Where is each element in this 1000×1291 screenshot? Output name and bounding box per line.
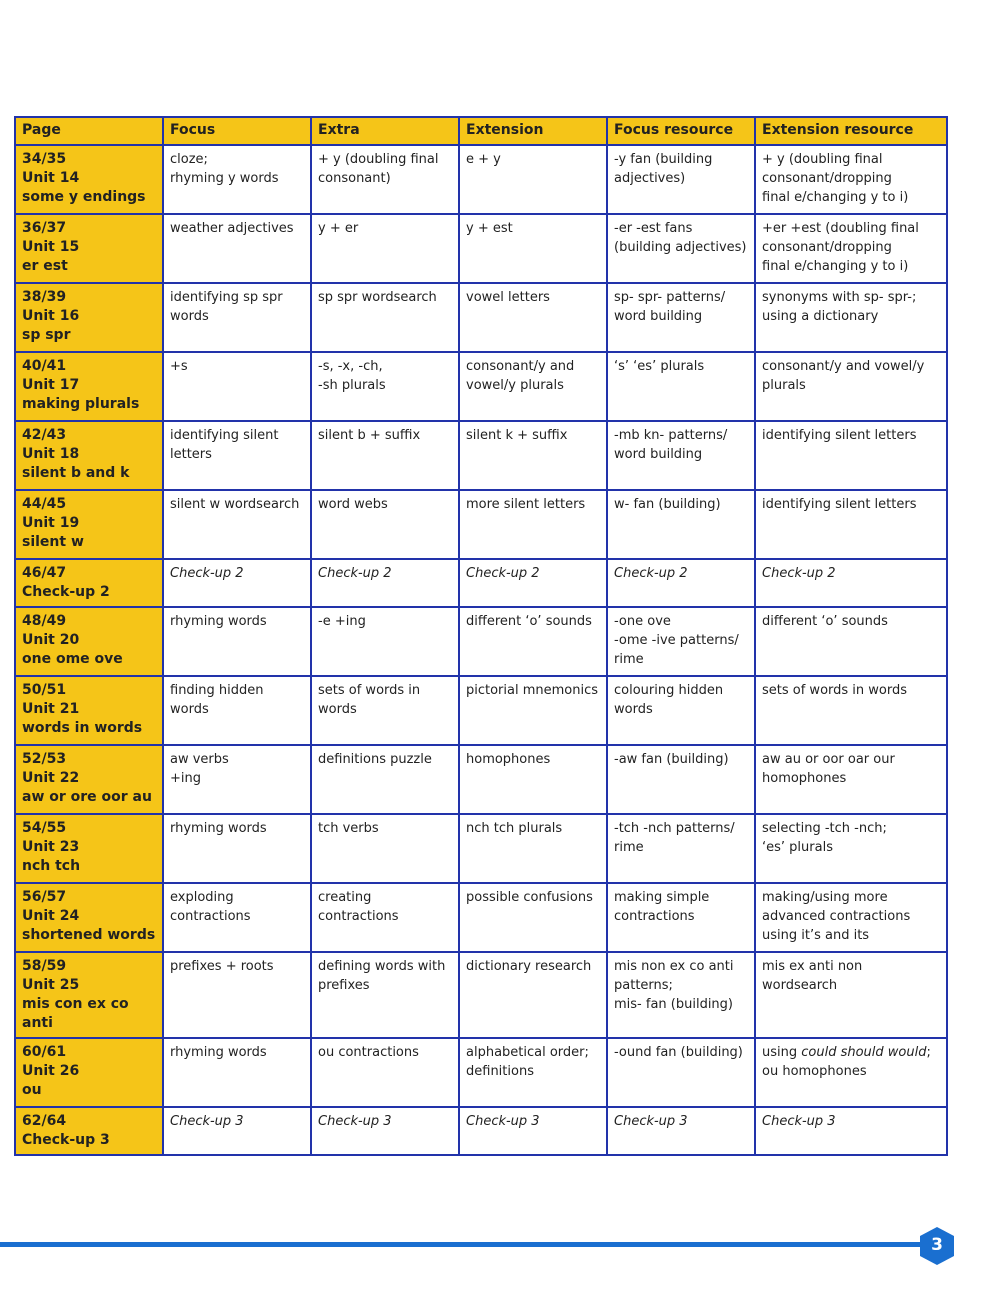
cell-line: sp spr wordsearch xyxy=(318,290,437,305)
cell-line: alphabetical order; xyxy=(466,1045,589,1060)
page-cell xyxy=(15,283,163,352)
cell-line: vowel letters xyxy=(466,290,550,305)
page-cell xyxy=(15,1038,163,1107)
cell-line: identifying sp spr xyxy=(170,290,283,305)
column-header: Page xyxy=(15,117,163,145)
page-cell-line: Unit 25 xyxy=(22,977,80,993)
page-cell xyxy=(15,607,163,676)
focus-cell xyxy=(163,214,311,283)
cell-line: consonant/y and vowel/y xyxy=(762,359,925,374)
page-cell-line: some y endings xyxy=(22,189,146,205)
cell-line: pictorial mnemonics xyxy=(466,683,599,698)
cell-line: contractions xyxy=(170,909,251,924)
cell-line: -sh plurals xyxy=(318,378,386,393)
table-row xyxy=(15,421,947,490)
extension-cell xyxy=(459,145,607,214)
page-number: 3 xyxy=(931,1235,943,1255)
cell-line: vowel/y plurals xyxy=(466,378,564,393)
cell-line: silent w wordsearch xyxy=(170,497,300,512)
page-cell-line: mis con ex co anti xyxy=(22,996,129,1031)
extension-cell xyxy=(459,814,607,883)
cell-line: mis non ex co anti xyxy=(614,959,734,974)
table-row xyxy=(15,745,947,814)
column-header: Focus xyxy=(163,117,311,145)
extension-cell xyxy=(459,607,607,676)
focus-cell xyxy=(163,490,311,559)
extension-cell xyxy=(459,490,607,559)
cell-line: -er -est fans xyxy=(614,221,693,236)
page-cell-line: 36/37 xyxy=(22,220,67,236)
extra-cell xyxy=(311,883,459,952)
focus-resource-cell xyxy=(607,490,755,559)
cell-line: contractions xyxy=(318,909,399,924)
table-row xyxy=(15,1107,947,1155)
extension-resource-cell xyxy=(755,952,947,1038)
focus-cell xyxy=(163,745,311,814)
cell-line: -ound fan (building) xyxy=(614,1045,743,1060)
cell-line: prefixes + roots xyxy=(170,959,274,974)
cell-line: +ing xyxy=(170,771,201,786)
cell-line: final e/changing y to i) xyxy=(762,259,909,274)
page-cell-line: silent b and k xyxy=(22,465,130,481)
page-cell-line: Check-up 2 xyxy=(22,584,110,600)
focus-resource-cell xyxy=(607,352,755,421)
page-cell-line: er est xyxy=(22,258,68,274)
cell-line: rhyming words xyxy=(170,821,267,836)
footer-divider xyxy=(0,1242,928,1247)
cell-line: selecting -tch -nch; xyxy=(762,821,887,836)
cell-line: advanced contractions xyxy=(762,909,911,924)
cell-line: word building xyxy=(614,447,703,462)
column-header: Extension xyxy=(459,117,607,145)
cell-line: different ‘o’ sounds xyxy=(466,614,592,629)
extra-cell xyxy=(311,559,459,607)
extension-cell xyxy=(459,676,607,745)
page-cell xyxy=(15,952,163,1038)
page-cell-line: Unit 21 xyxy=(22,701,80,717)
focus-cell xyxy=(163,559,311,607)
cell-line: consonant/dropping xyxy=(762,240,892,255)
focus-resource-cell xyxy=(607,607,755,676)
column-header: Focus resource xyxy=(607,117,755,145)
cell-line: words xyxy=(614,702,653,717)
page-number-badge xyxy=(918,1226,956,1266)
extension-resource-cell xyxy=(755,490,947,559)
cell-line: sets of words in words xyxy=(762,683,908,698)
page-cell-line: ou xyxy=(22,1082,42,1098)
table-body xyxy=(15,145,947,1155)
page-cell-line: Unit 22 xyxy=(22,770,80,786)
extension-cell xyxy=(459,559,607,607)
page-cell-line: Unit 23 xyxy=(22,839,80,855)
page-cell-line: aw or ore oor au xyxy=(22,789,152,805)
extra-cell xyxy=(311,214,459,283)
page-cell xyxy=(15,352,163,421)
page-cell-line: Unit 18 xyxy=(22,446,80,462)
focus-cell xyxy=(163,352,311,421)
cell-line: colouring hidden xyxy=(614,683,724,698)
cell-line: w- fan (building) xyxy=(614,497,721,512)
cell-line: -mb kn- patterns/ xyxy=(614,428,728,443)
page-cell xyxy=(15,490,163,559)
cell-line: consonant/y and xyxy=(466,359,575,374)
cell-line: sets of words in xyxy=(318,683,421,698)
page-cell-line: Unit 20 xyxy=(22,632,80,648)
page-cell-line: 42/43 xyxy=(22,427,67,443)
cell-line: homophones xyxy=(466,752,551,767)
extension-cell xyxy=(459,214,607,283)
cell-line: -aw fan (building) xyxy=(614,752,729,767)
cell-line: tch verbs xyxy=(318,821,379,836)
page-cell-line: shortened words xyxy=(22,927,156,943)
cell-line: ou contractions xyxy=(318,1045,419,1060)
page-cell-line: Unit 24 xyxy=(22,908,80,924)
checkup-text: Check-up 3 xyxy=(614,1114,688,1129)
extension-resource-cell xyxy=(755,745,947,814)
extension-resource-cell xyxy=(755,1038,947,1107)
cell-line: y + er xyxy=(318,221,359,236)
column-header: Extra xyxy=(311,117,459,145)
extension-cell xyxy=(459,745,607,814)
focus-cell xyxy=(163,145,311,214)
checkup-text: Check-up 2 xyxy=(614,566,688,581)
extra-cell xyxy=(311,490,459,559)
cell-line: word building xyxy=(614,309,703,324)
page-cell-line: Unit 17 xyxy=(22,377,80,393)
cell-line: rime xyxy=(614,840,644,855)
page-cell xyxy=(15,145,163,214)
page-cell-line: Check-up 3 xyxy=(22,1132,110,1148)
extra-cell xyxy=(311,745,459,814)
focus-cell xyxy=(163,607,311,676)
cell-line: (building adjectives) xyxy=(614,240,747,255)
column-header: Extension resource xyxy=(755,117,947,145)
page-cell-line: making plurals xyxy=(22,396,140,412)
cell-line: -s, -x, -ch, xyxy=(318,359,383,374)
page-cell xyxy=(15,559,163,607)
focus-cell xyxy=(163,883,311,952)
page-cell xyxy=(15,1107,163,1155)
extra-cell xyxy=(311,814,459,883)
cell-line: ‘s’ ‘es’ plurals xyxy=(614,359,705,374)
cell-line: + y (doubling final xyxy=(762,152,883,167)
table-row xyxy=(15,352,947,421)
cell-line: plurals xyxy=(762,378,806,393)
checkup-text: Check-up 2 xyxy=(318,566,392,581)
extension-resource-cell xyxy=(755,283,947,352)
cell-line: using it’s and its xyxy=(762,928,870,943)
focus-resource-cell xyxy=(607,814,755,883)
extra-cell xyxy=(311,676,459,745)
focus-resource-cell xyxy=(607,421,755,490)
table-row xyxy=(15,214,947,283)
table-row xyxy=(15,490,947,559)
page-cell-line: 62/64 xyxy=(22,1113,67,1129)
cell-line: patterns; xyxy=(614,978,673,993)
cell-line: consonant/dropping xyxy=(762,171,892,186)
extra-cell xyxy=(311,352,459,421)
cell-line: -e +ing xyxy=(318,614,366,629)
checkup-text: Check-up 2 xyxy=(170,566,244,581)
extra-cell xyxy=(311,1038,459,1107)
cell-text-suffix: ; xyxy=(926,1045,931,1060)
page-cell xyxy=(15,745,163,814)
cell-line: aw verbs xyxy=(170,752,229,767)
focus-cell xyxy=(163,952,311,1038)
extension-cell xyxy=(459,883,607,952)
page-cell-line: 48/49 xyxy=(22,613,67,629)
page-cell-line: Unit 15 xyxy=(22,239,80,255)
extra-cell xyxy=(311,421,459,490)
focus-resource-cell xyxy=(607,883,755,952)
table-row xyxy=(15,607,947,676)
cell-line: nch tch plurals xyxy=(466,821,563,836)
extra-cell xyxy=(311,283,459,352)
cell-line: different ‘o’ sounds xyxy=(762,614,888,629)
page-cell-line: nch tch xyxy=(22,858,81,874)
cell-line: homophones xyxy=(762,771,847,786)
page-cell xyxy=(15,814,163,883)
table-row xyxy=(15,1038,947,1107)
page-cell-line: 50/51 xyxy=(22,682,67,698)
cell-line: making/using more xyxy=(762,890,888,905)
cell-line: cloze; xyxy=(170,152,208,167)
cell-line: e + y xyxy=(466,152,501,167)
cell-line: contractions xyxy=(614,909,695,924)
extension-resource-cell xyxy=(755,145,947,214)
page-cell-line: Unit 14 xyxy=(22,170,80,186)
extension-resource-cell xyxy=(755,214,947,283)
cell-line: more silent letters xyxy=(466,497,586,512)
page-cell-line: Unit 19 xyxy=(22,515,80,531)
checkup-text: Check-up 2 xyxy=(466,566,540,581)
focus-resource-cell xyxy=(607,1038,755,1107)
cell-line: rhyming y words xyxy=(170,171,279,186)
cell-line: -tch -nch patterns/ xyxy=(614,821,735,836)
page-cell-line: 54/55 xyxy=(22,820,67,836)
focus-resource-cell xyxy=(607,952,755,1038)
page-cell-line: 40/41 xyxy=(22,358,67,374)
cell-line: -one ove xyxy=(614,614,671,629)
page-cell xyxy=(15,421,163,490)
focus-resource-cell xyxy=(607,214,755,283)
focus-cell xyxy=(163,676,311,745)
extra-cell xyxy=(311,1107,459,1155)
page-cell-line: 52/53 xyxy=(22,751,67,767)
extension-cell xyxy=(459,283,607,352)
cell-line: silent k + suffix xyxy=(466,428,568,443)
focus-resource-cell xyxy=(607,1107,755,1155)
cell-line: y + est xyxy=(466,221,513,236)
cell-line: dictionary research xyxy=(466,959,592,974)
page-cell-line: 34/35 xyxy=(22,151,67,167)
checkup-text: Check-up 2 xyxy=(762,566,836,581)
extension-resource-cell xyxy=(755,607,947,676)
cell-line: final e/changing y to i) xyxy=(762,190,909,205)
table-row xyxy=(15,676,947,745)
page-cell-line: sp spr xyxy=(22,327,71,343)
cell-line: letters xyxy=(170,447,212,462)
cell-text-italic: could should would xyxy=(801,1045,927,1060)
focus-resource-cell xyxy=(607,283,755,352)
focus-resource-cell xyxy=(607,559,755,607)
extension-resource-cell xyxy=(755,676,947,745)
page-cell-line: 60/61 xyxy=(22,1044,67,1060)
cell-line: identifying silent letters xyxy=(762,497,917,512)
curriculum-table xyxy=(14,116,948,1156)
table-row xyxy=(15,145,947,214)
extension-resource-cell xyxy=(755,421,947,490)
extension-resource-cell xyxy=(755,352,947,421)
page-cell xyxy=(15,214,163,283)
page-cell-line: words in words xyxy=(22,720,143,736)
cell-line xyxy=(762,1043,940,1062)
cell-line: +s xyxy=(170,359,188,374)
cell-line: definitions xyxy=(466,1064,534,1079)
page-cell-line: one ome ove xyxy=(22,651,123,667)
cell-line: ‘es’ plurals xyxy=(762,840,833,855)
table-header-row xyxy=(15,117,947,145)
extension-resource-cell xyxy=(755,559,947,607)
page-cell-line: 38/39 xyxy=(22,289,67,305)
cell-line: sp- spr- patterns/ xyxy=(614,290,726,305)
cell-line: +er +est (doubling final xyxy=(762,221,919,236)
cell-line: making simple xyxy=(614,890,710,905)
cell-line: mis- fan (building) xyxy=(614,997,733,1012)
cell-line: ou homophones xyxy=(762,1064,867,1079)
cell-line: + y (doubling final xyxy=(318,152,439,167)
checkup-text: Check-up 3 xyxy=(170,1114,244,1129)
cell-line: definitions puzzle xyxy=(318,752,432,767)
page-cell-line: Unit 16 xyxy=(22,308,80,324)
cell-line: mis ex anti non wordsearch xyxy=(762,959,863,993)
extension-cell xyxy=(459,1038,607,1107)
page-cell-line: 44/45 xyxy=(22,496,67,512)
cell-line: identifying silent xyxy=(170,428,279,443)
cell-line: identifying silent letters xyxy=(762,428,917,443)
focus-cell xyxy=(163,421,311,490)
table-row xyxy=(15,283,947,352)
cell-line: exploding xyxy=(170,890,234,905)
cell-line: adjectives) xyxy=(614,171,686,186)
focus-cell xyxy=(163,1107,311,1155)
cell-line: silent b + suffix xyxy=(318,428,421,443)
page-cell-line: 58/59 xyxy=(22,958,67,974)
checkup-text: Check-up 3 xyxy=(466,1114,540,1129)
extra-cell xyxy=(311,607,459,676)
extra-cell xyxy=(311,952,459,1038)
cell-line: word webs xyxy=(318,497,388,512)
cell-line: words xyxy=(318,702,357,717)
cell-line: using a dictionary xyxy=(762,309,879,324)
cell-line: aw au or oor oar our xyxy=(762,752,895,767)
table-row xyxy=(15,559,947,607)
cell-text-prefix: using xyxy=(762,1045,802,1060)
focus-cell xyxy=(163,814,311,883)
page-cell-line: silent w xyxy=(22,534,84,550)
cell-line: rhyming words xyxy=(170,614,267,629)
page-cell-line: 56/57 xyxy=(22,889,67,905)
extra-cell xyxy=(311,145,459,214)
extension-cell xyxy=(459,952,607,1038)
focus-cell xyxy=(163,1038,311,1107)
table-row xyxy=(15,814,947,883)
extension-cell xyxy=(459,1107,607,1155)
curriculum-table-container xyxy=(14,116,946,1156)
extension-resource-cell xyxy=(755,814,947,883)
cell-line: consonant) xyxy=(318,171,391,186)
page-cell-line: 46/47 xyxy=(22,565,67,581)
table-row xyxy=(15,883,947,952)
table-row xyxy=(15,952,947,1038)
focus-resource-cell xyxy=(607,745,755,814)
checkup-text: Check-up 3 xyxy=(318,1114,392,1129)
page-cell-line: Unit 26 xyxy=(22,1063,80,1079)
extension-resource-cell xyxy=(755,883,947,952)
focus-resource-cell xyxy=(607,145,755,214)
cell-line: synonyms with sp- spr-; xyxy=(762,290,917,305)
cell-line: rime xyxy=(614,652,644,667)
cell-line: rhyming words xyxy=(170,1045,267,1060)
checkup-text: Check-up 3 xyxy=(762,1114,836,1129)
focus-resource-cell xyxy=(607,676,755,745)
page-cell xyxy=(15,883,163,952)
cell-line: prefixes xyxy=(318,978,370,993)
page-cell xyxy=(15,676,163,745)
cell-line: creating xyxy=(318,890,372,905)
cell-line: finding hidden words xyxy=(170,683,264,717)
extension-cell xyxy=(459,352,607,421)
cell-line: words xyxy=(170,309,209,324)
cell-line: defining words with xyxy=(318,959,446,974)
cell-line: possible confusions xyxy=(466,890,593,905)
cell-line: -y fan (building xyxy=(614,152,713,167)
cell-line: weather adjectives xyxy=(170,221,294,236)
focus-cell xyxy=(163,283,311,352)
extension-resource-cell xyxy=(755,1107,947,1155)
cell-line: -ome -ive patterns/ xyxy=(614,633,739,648)
extension-cell xyxy=(459,421,607,490)
